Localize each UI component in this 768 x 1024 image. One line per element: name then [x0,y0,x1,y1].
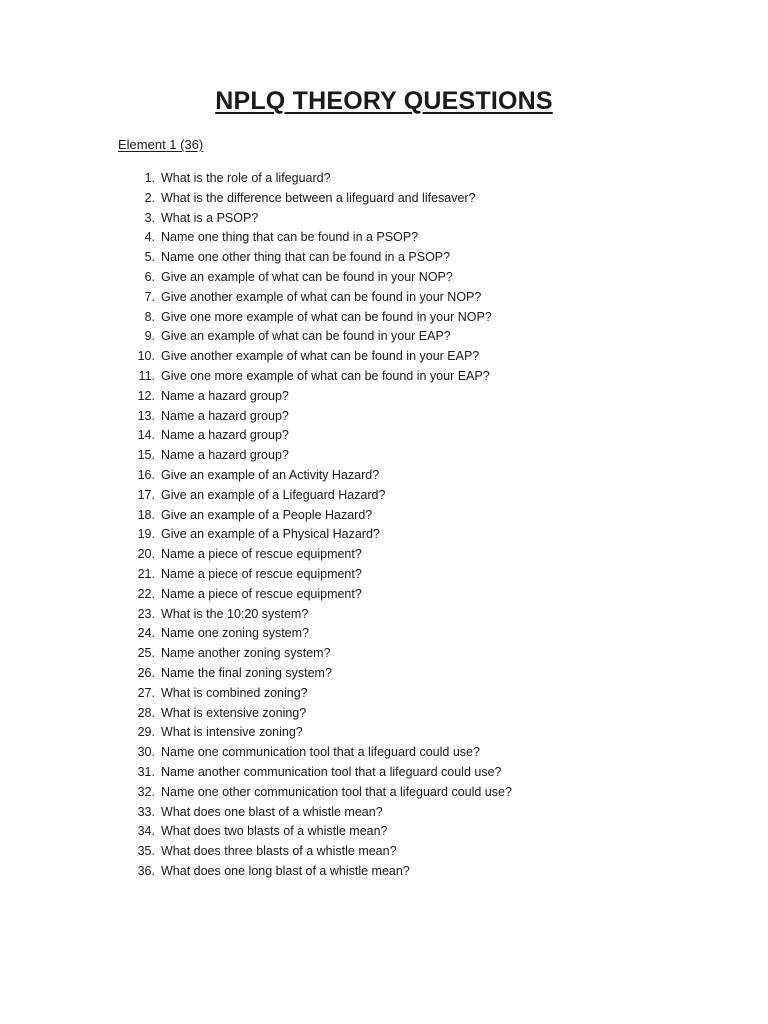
question-text: Name a piece of rescue equipment? [161,547,362,562]
question-number: 11. [138,368,155,383]
question-number: 18. [137,507,155,522]
list-item [137,605,512,625]
list-item [137,525,512,545]
list-item [137,506,512,526]
list-item [144,268,512,288]
question-number: 22. [137,586,155,601]
question-number: 15. [137,448,155,463]
question-text: What is intensive zoning? [161,725,303,740]
question-text: Name a hazard group? [161,428,289,443]
question-text: What is the 10:20 system? [161,606,309,621]
question-number: 28. [137,705,155,720]
question-text: What does one long blast of a whistle mean? [161,863,410,878]
list-item [144,248,512,268]
list-item [137,723,512,743]
question-number: 36. [137,863,155,878]
question-text: What is combined zoning? [161,685,308,700]
list-item [137,565,512,585]
question-number: 20. [137,547,155,562]
question-text: Name one communication tool that a lifeguard could use? [161,745,480,760]
question-text: What does three blasts of a whistle mean? [161,844,397,859]
question-text: Name a piece of rescue equipment? [161,586,362,601]
question-number: 13. [137,408,155,423]
question-number: 17. [137,487,155,502]
question-text: Name a hazard group? [161,408,289,423]
question-number: 27. [137,685,155,700]
question-number: 31. [137,764,155,779]
question-number: 34. [137,824,155,839]
list-item [137,862,512,882]
question-number: 4. [144,230,155,245]
question-text: Name a piece of rescue equipment? [161,566,362,581]
question-text: What does one blast of a whistle mean? [161,804,383,819]
list-item [137,585,512,605]
question-text: Name a hazard group? [161,388,289,403]
question-number: 33. [137,804,155,819]
question-number: 24. [137,626,155,641]
list-item [137,426,512,446]
list-item [138,367,512,387]
list-item [137,407,512,427]
list-item [137,545,512,565]
list-item [137,664,512,684]
question-number: 29. [137,725,155,740]
list-item [137,704,512,724]
question-text: Give one more example of what can be found in your NOP? [161,309,492,324]
question-text: What is extensive zoning? [161,705,307,720]
list-item [144,308,512,328]
list-item [137,684,512,704]
question-text: Give an example of an Activity Hazard? [161,467,380,482]
question-text: Name one thing that can be found in a PSOP? [161,230,419,245]
list-item [137,743,512,763]
question-text: Give an example of a Physical Hazard? [161,527,380,542]
question-text: Give another example of what can be found in your EAP? [161,349,480,364]
question-number: 30. [137,745,155,760]
question-number: 7. [144,289,155,304]
question-text: Give an example of what can be found in your NOP? [161,269,453,284]
question-number: 3. [144,210,155,225]
question-number: 10. [137,349,155,364]
question-text: Give one more example of what can be found in your EAP? [161,368,490,383]
question-text: What is the role of a lifeguard? [161,171,331,185]
list-item [144,189,512,209]
question-number: 2. [144,190,155,205]
question-text: Give an example of a People Hazard? [161,507,373,522]
question-number: 25. [137,646,155,661]
list-item [137,644,512,664]
list-item [137,486,512,506]
question-number: 5. [144,250,155,265]
question-text: Name one other communication tool that a lifeguard could use? [161,784,512,799]
list-item [137,822,512,842]
question-number: 9. [144,329,155,344]
question-text: Name one zoning system? [161,626,309,641]
list-item [137,624,512,644]
page-title: NPLQ THEORY QUESTIONS [215,87,553,115]
list-item [144,327,512,347]
list-item [137,763,512,783]
section-heading: Element 1 (36) [118,137,204,152]
question-text: Name one other thing that can be found in a PSOP? [161,250,451,265]
question-text: Name another communication tool that a lifeguard could use? [161,764,502,779]
list-item [144,169,512,189]
question-number: 8. [144,309,155,324]
question-text: What does two blasts of a whistle mean? [161,824,388,839]
question-number: 21. [137,566,155,581]
question-text: Name the final zoning system? [161,665,332,680]
list-item [144,228,512,248]
list-item [137,387,512,407]
question-number: 16. [137,467,155,482]
list-item [137,783,512,803]
question-text: Name a hazard group? [161,448,289,463]
question-number: 19. [137,527,155,542]
question-number: 6. [144,269,155,284]
question-number: 23. [137,606,155,621]
question-list [137,169,512,882]
question-number: 26. [137,665,155,680]
list-item [137,842,512,862]
question-text: Give an example of what can be found in your EAP? [161,329,451,344]
question-number: 14. [137,428,155,443]
question-text: Name another zoning system? [161,646,331,661]
list-item [144,288,512,308]
question-text: Give another example of what can be found in your NOP? [161,289,482,304]
list-item [137,466,512,486]
question-number: 12. [137,388,155,403]
question-number: 32. [137,784,155,799]
list-item [137,446,512,466]
question-number: 35. [137,844,155,859]
list-item [137,803,512,823]
list-item [144,209,512,229]
question-text: Give an example of a Lifeguard Hazard? [161,487,386,502]
question-number: 1. [144,171,155,185]
question-text: What is a PSOP? [161,210,259,225]
question-text: What is the difference between a lifeguard and lifesaver? [161,190,476,205]
list-item [137,347,512,367]
